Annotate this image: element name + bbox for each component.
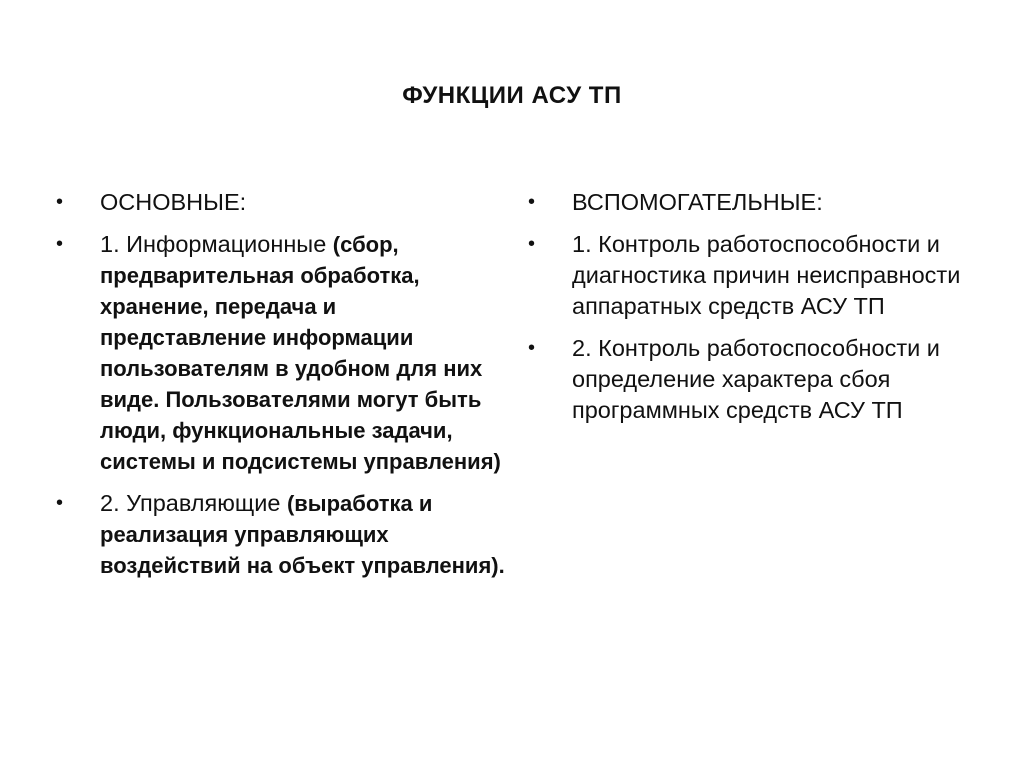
bullet-icon: •: [528, 233, 536, 255]
item-text: 1. Информационные: [100, 231, 333, 257]
item-description: (выработка и реализация управляющих воздействий на объект управления).: [100, 491, 505, 578]
list-item-auxiliary-header: [528, 187, 968, 218]
item-text: ВСПОМОГАТЕЛЬНЫЕ:: [572, 189, 823, 215]
bullet-icon: •: [528, 337, 536, 359]
list-item-main-header: [56, 187, 506, 218]
list-item-control: [56, 488, 506, 581]
bullet-icon: •: [528, 191, 536, 213]
item-text: 2. Управляющие: [100, 490, 287, 516]
bullet-icon: •: [56, 191, 64, 213]
list-item-informational: [56, 229, 506, 477]
slide-title: ФУНКЦИИ АСУ ТП: [402, 82, 622, 109]
item-text: ОСНОВНЫЕ:: [100, 189, 247, 215]
item-text: 2. Контроль работоспособности и определение характера сбоя программных средств АСУ ТП: [572, 335, 940, 423]
list-item-hardware-control: [528, 229, 968, 322]
item-text: 1. Контроль работоспособности и диагностика причин неисправности аппаратных средств АСУ ТП: [572, 231, 961, 319]
item-description: (сбор, предварительная обработка, хранение, передача и представление информации пользователям в удобном для них виде. Пользователями могут быть люди, функциональные задачи, системы и подсистемы управления): [100, 232, 501, 474]
auxiliary-functions-list: [528, 187, 968, 437]
main-functions-list: [56, 187, 506, 592]
bullet-icon: •: [56, 492, 64, 514]
bullet-icon: •: [56, 233, 64, 255]
list-item-software-control: [528, 333, 968, 426]
